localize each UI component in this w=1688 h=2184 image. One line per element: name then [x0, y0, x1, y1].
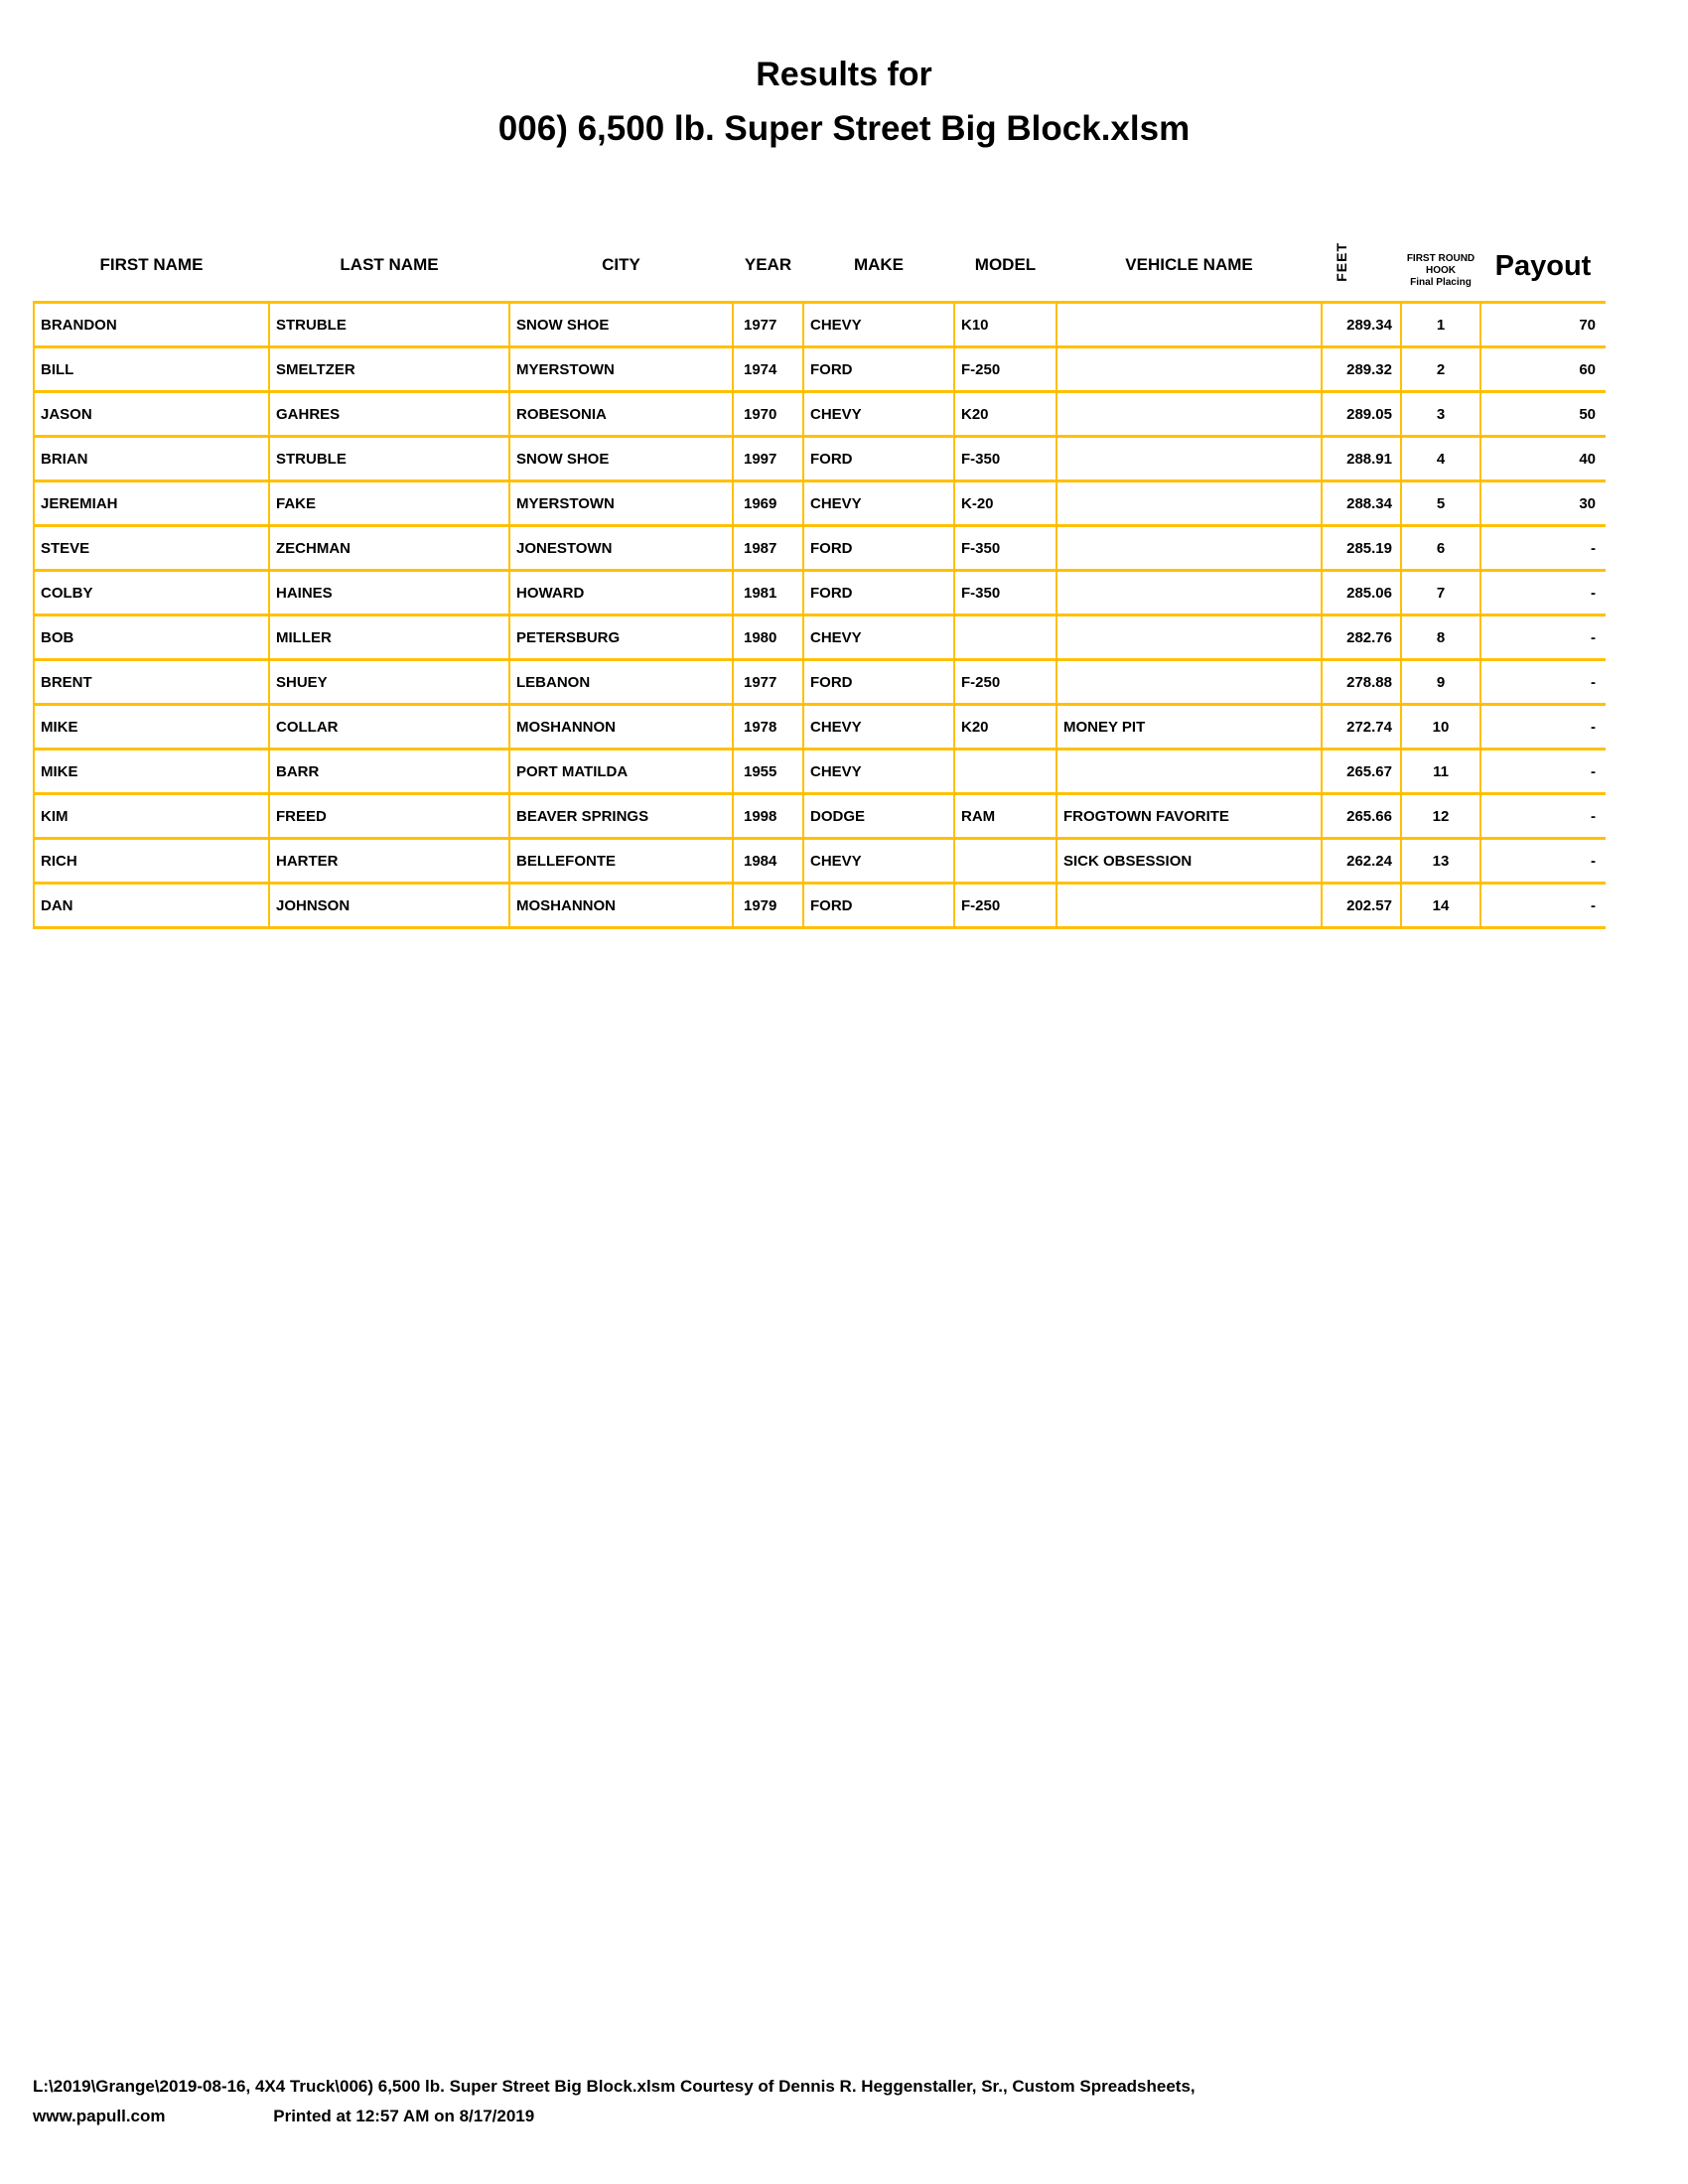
table-row — [34, 303, 1606, 347]
cell-hook: 1 — [1401, 303, 1480, 347]
cell-vehicle-name — [1056, 750, 1322, 794]
cell-payout: - — [1480, 705, 1606, 750]
cell-payout: 40 — [1480, 437, 1606, 481]
table-row — [34, 437, 1606, 481]
header-make: MAKE — [853, 255, 905, 274]
cell-hook: 8 — [1401, 615, 1480, 660]
cell-vehicle-name: SICK OBSESSION — [1056, 839, 1322, 884]
cell-make: DODGE — [803, 794, 954, 839]
cell-city: MYERSTOWN — [509, 481, 733, 526]
table-row — [34, 884, 1606, 928]
cell-city: SNOW SHOE — [509, 437, 733, 481]
header-row — [34, 196, 1606, 303]
cell-year: 1998 — [733, 794, 803, 839]
cell-make: FORD — [803, 571, 954, 615]
cell-last-name: HARTER — [269, 839, 509, 884]
cell-make: FORD — [803, 347, 954, 392]
cell-vehicle-name: FROGTOWN FAVORITE — [1056, 794, 1322, 839]
cell-first-name: MIKE — [34, 750, 269, 794]
header-year: YEAR — [744, 255, 792, 274]
cell-feet: 202.57 — [1322, 884, 1401, 928]
cell-city: HOWARD — [509, 571, 733, 615]
cell-vehicle-name — [1056, 437, 1322, 481]
cell-vehicle-name — [1056, 571, 1322, 615]
cell-feet: 265.67 — [1322, 750, 1401, 794]
cell-make: CHEVY — [803, 303, 954, 347]
cell-feet: 262.24 — [1322, 839, 1401, 884]
cell-payout: - — [1480, 794, 1606, 839]
cell-city: BEAVER SPRINGS — [509, 794, 733, 839]
cell-vehicle-name — [1056, 303, 1322, 347]
cell-last-name: FREED — [269, 794, 509, 839]
header-vehicle-name: VEHICLE NAME — [1125, 255, 1253, 274]
hook-label-line-3: Final Placing — [1410, 277, 1472, 288]
cell-model: F-250 — [954, 660, 1056, 705]
cell-city: JONESTOWN — [509, 526, 733, 571]
cell-model: F-350 — [954, 571, 1056, 615]
cell-year: 1977 — [733, 660, 803, 705]
cell-model — [954, 750, 1056, 794]
header-first-name: FIRST NAME — [99, 255, 204, 274]
cell-model: F-250 — [954, 347, 1056, 392]
cell-city: ROBESONIA — [509, 392, 733, 437]
table-row — [34, 347, 1606, 392]
table-row — [34, 526, 1606, 571]
cell-first-name: RICH — [34, 839, 269, 884]
cell-model — [954, 839, 1056, 884]
table-row — [34, 481, 1606, 526]
cell-first-name: BRANDON — [34, 303, 269, 347]
cell-payout: - — [1480, 615, 1606, 660]
cell-feet: 272.74 — [1322, 705, 1401, 750]
cell-year: 1978 — [733, 705, 803, 750]
cell-feet: 288.34 — [1322, 481, 1401, 526]
cell-year: 1979 — [733, 884, 803, 928]
cell-hook: 10 — [1401, 705, 1480, 750]
cell-last-name: MILLER — [269, 615, 509, 660]
cell-last-name: GAHRES — [269, 392, 509, 437]
cell-hook: 9 — [1401, 660, 1480, 705]
cell-hook: 3 — [1401, 392, 1480, 437]
cell-model: F-350 — [954, 437, 1056, 481]
cell-last-name: FAKE — [269, 481, 509, 526]
page-title — [0, 56, 1688, 148]
cell-make: FORD — [803, 884, 954, 928]
cell-make: FORD — [803, 660, 954, 705]
cell-model: RAM — [954, 794, 1056, 839]
cell-model: K20 — [954, 392, 1056, 437]
cell-city: PORT MATILDA — [509, 750, 733, 794]
footer-file-path: L:\2019\Grange\2019-08-16, 4X4 Truck\006) 6,500 lb. Super Street Big Block.xlsm Courtesy of Dennis R. Heggenstaller, Sr., Custom Spreadsheets, — [33, 2077, 1196, 2096]
cell-last-name: COLLAR — [269, 705, 509, 750]
cell-feet: 289.34 — [1322, 303, 1401, 347]
cell-last-name: JOHNSON — [269, 884, 509, 928]
cell-model: F-250 — [954, 884, 1056, 928]
cell-year: 1997 — [733, 437, 803, 481]
cell-hook: 11 — [1401, 750, 1480, 794]
table-row — [34, 571, 1606, 615]
cell-last-name: ZECHMAN — [269, 526, 509, 571]
cell-model: F-350 — [954, 526, 1056, 571]
cell-payout: - — [1480, 526, 1606, 571]
cell-vehicle-name — [1056, 481, 1322, 526]
results-table — [33, 196, 1606, 929]
cell-last-name: STRUBLE — [269, 303, 509, 347]
cell-last-name: SHUEY — [269, 660, 509, 705]
cell-year: 1984 — [733, 839, 803, 884]
table-row — [34, 615, 1606, 660]
cell-payout: - — [1480, 571, 1606, 615]
cell-year: 1970 — [733, 392, 803, 437]
cell-make: CHEVY — [803, 705, 954, 750]
cell-feet: 278.88 — [1322, 660, 1401, 705]
cell-last-name: SMELTZER — [269, 347, 509, 392]
cell-hook: 7 — [1401, 571, 1480, 615]
cell-vehicle-name — [1056, 884, 1322, 928]
cell-make: CHEVY — [803, 615, 954, 660]
cell-year: 1974 — [733, 347, 803, 392]
cell-feet: 285.19 — [1322, 526, 1401, 571]
cell-first-name: DAN — [34, 884, 269, 928]
header-model: MODEL — [974, 255, 1037, 274]
cell-model: K10 — [954, 303, 1056, 347]
cell-payout: 30 — [1480, 481, 1606, 526]
cell-first-name: KIM — [34, 794, 269, 839]
cell-last-name: BARR — [269, 750, 509, 794]
cell-model: K-20 — [954, 481, 1056, 526]
hook-label-line-1: FIRST ROUND — [1406, 253, 1476, 264]
results-table-body — [34, 303, 1606, 928]
cell-year: 1980 — [733, 615, 803, 660]
cell-first-name: MIKE — [34, 705, 269, 750]
cell-payout: 60 — [1480, 347, 1606, 392]
cell-first-name: JASON — [34, 392, 269, 437]
cell-first-name: BOB — [34, 615, 269, 660]
cell-feet: 265.66 — [1322, 794, 1401, 839]
cell-city: MOSHANNON — [509, 884, 733, 928]
cell-city: SNOW SHOE — [509, 303, 733, 347]
cell-hook: 12 — [1401, 794, 1480, 839]
cell-vehicle-name — [1056, 392, 1322, 437]
cell-first-name: STEVE — [34, 526, 269, 571]
table-row — [34, 392, 1606, 437]
cell-feet: 289.05 — [1322, 392, 1401, 437]
cell-model — [954, 615, 1056, 660]
cell-payout: 70 — [1480, 303, 1606, 347]
cell-payout: - — [1480, 750, 1606, 794]
cell-city: LEBANON — [509, 660, 733, 705]
header-last-name: LAST NAME — [340, 255, 439, 274]
cell-feet: 288.91 — [1322, 437, 1401, 481]
cell-hook: 14 — [1401, 884, 1480, 928]
cell-first-name: BILL — [34, 347, 269, 392]
cell-year: 1987 — [733, 526, 803, 571]
header-city: CITY — [602, 255, 640, 274]
cell-vehicle-name: MONEY PIT — [1056, 705, 1322, 750]
cell-city: BELLEFONTE — [509, 839, 733, 884]
cell-vehicle-name — [1056, 615, 1322, 660]
cell-last-name: HAINES — [269, 571, 509, 615]
cell-first-name: COLBY — [34, 571, 269, 615]
cell-year: 1977 — [733, 303, 803, 347]
table-row — [34, 660, 1606, 705]
cell-payout: - — [1480, 839, 1606, 884]
title-line-2: 006) 6,500 lb. Super Street Big Block.xlsm — [497, 109, 1191, 148]
cell-feet: 285.06 — [1322, 571, 1401, 615]
page-footer — [33, 2072, 1661, 2131]
cell-feet: 282.76 — [1322, 615, 1401, 660]
cell-city: PETERSBURG — [509, 615, 733, 660]
cell-city: MYERSTOWN — [509, 347, 733, 392]
cell-year: 1969 — [733, 481, 803, 526]
cell-first-name: JEREMIAH — [34, 481, 269, 526]
header-first-round-hook — [1401, 196, 1480, 303]
cell-payout: - — [1480, 884, 1606, 928]
cell-make: CHEVY — [803, 750, 954, 794]
cell-hook: 2 — [1401, 347, 1480, 392]
cell-model: K20 — [954, 705, 1056, 750]
feet-vertical-label: FEET — [1334, 242, 1349, 282]
header-feet — [1322, 196, 1401, 303]
cell-vehicle-name — [1056, 347, 1322, 392]
cell-first-name: BRENT — [34, 660, 269, 705]
cell-make: CHEVY — [803, 481, 954, 526]
cell-make: FORD — [803, 526, 954, 571]
table-row — [34, 750, 1606, 794]
cell-year: 1981 — [733, 571, 803, 615]
cell-vehicle-name — [1056, 526, 1322, 571]
title-line-1: Results for — [756, 56, 932, 93]
footer-website: www.papull.com — [33, 2107, 166, 2125]
cell-feet: 289.32 — [1322, 347, 1401, 392]
footer-printed-timestamp: Printed at 12:57 AM on 8/17/2019 — [273, 2107, 535, 2125]
cell-hook: 13 — [1401, 839, 1480, 884]
cell-vehicle-name — [1056, 660, 1322, 705]
table-row — [34, 794, 1606, 839]
cell-make: CHEVY — [803, 392, 954, 437]
cell-make: FORD — [803, 437, 954, 481]
cell-hook: 5 — [1401, 481, 1480, 526]
cell-payout: - — [1480, 660, 1606, 705]
cell-year: 1955 — [733, 750, 803, 794]
header-payout: Payout — [1494, 250, 1592, 282]
cell-last-name: STRUBLE — [269, 437, 509, 481]
footer-line-2 — [33, 2102, 1661, 2131]
cell-payout: 50 — [1480, 392, 1606, 437]
cell-hook: 4 — [1401, 437, 1480, 481]
cell-city: MOSHANNON — [509, 705, 733, 750]
table-row — [34, 839, 1606, 884]
cell-hook: 6 — [1401, 526, 1480, 571]
cell-make: CHEVY — [803, 839, 954, 884]
table-row — [34, 705, 1606, 750]
cell-first-name: BRIAN — [34, 437, 269, 481]
hook-label-line-2: HOOK — [1426, 265, 1456, 276]
